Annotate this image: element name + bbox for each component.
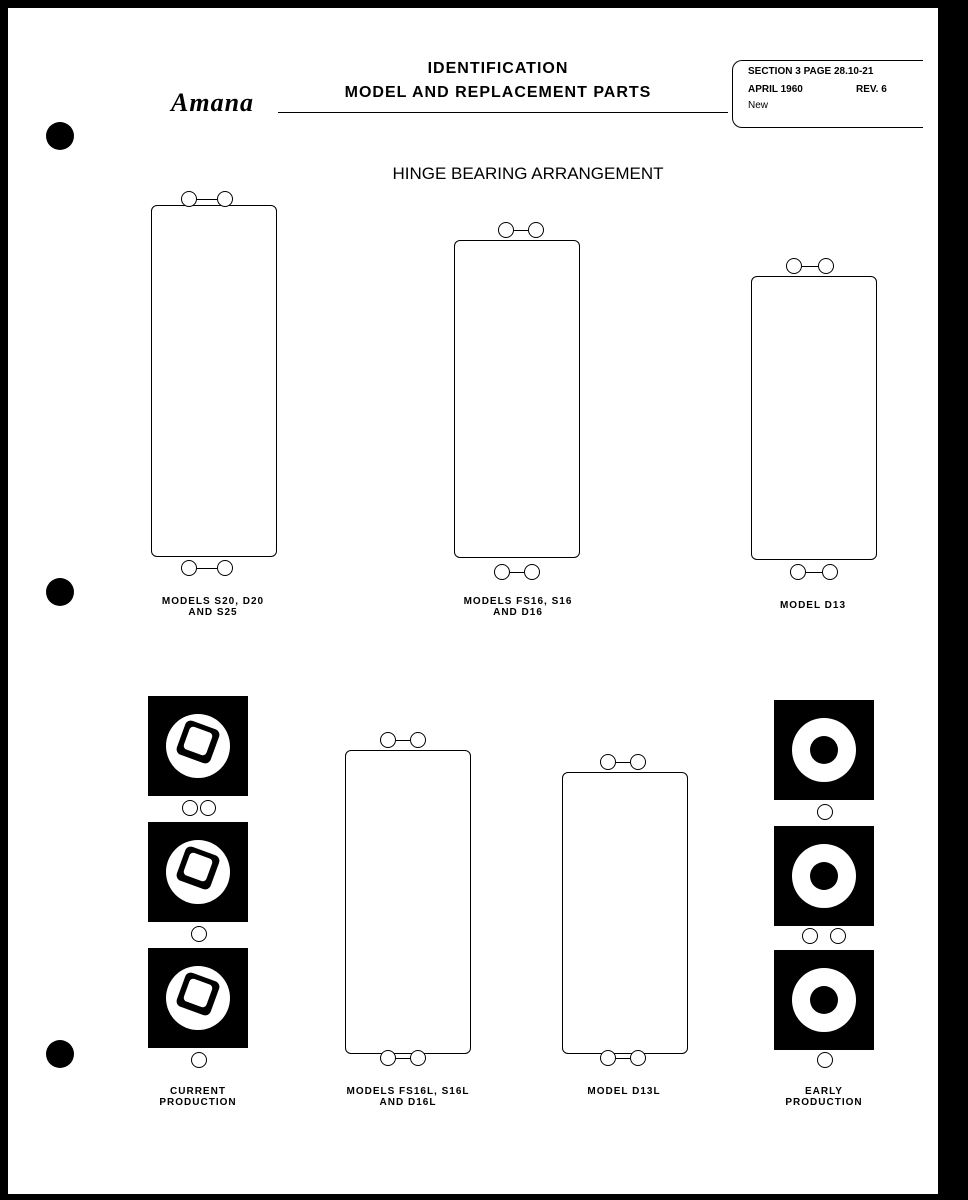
door-outline-fs16l — [345, 750, 471, 1054]
label-early-line2: PRODUCTION — [785, 1097, 863, 1108]
part-callout — [790, 564, 806, 580]
punch-hole — [46, 1040, 74, 1068]
part-callout — [600, 1050, 616, 1066]
part-callout — [181, 560, 197, 576]
part-callout — [786, 258, 802, 274]
label-current-line1: CURRENT — [170, 1086, 226, 1097]
door-outline-d13 — [751, 276, 877, 560]
header-rule — [278, 112, 728, 113]
brand-logo: Amana — [171, 88, 255, 117]
part-callout — [600, 754, 616, 770]
part-callout — [191, 926, 207, 942]
callout-leader — [510, 572, 524, 573]
hinge-bearing-photo — [774, 826, 874, 926]
header-title-line2: MODEL AND REPLACEMENT PARTS — [344, 84, 652, 101]
revision: REV. 6 — [856, 84, 887, 95]
hinge-bearing-photo — [148, 696, 248, 796]
part-callout — [802, 928, 818, 944]
label-fs16l-line2: AND D16L — [379, 1097, 437, 1108]
label-d13: MODEL D13 — [779, 600, 847, 611]
door-outline-d13l — [562, 772, 688, 1054]
part-callout — [494, 564, 510, 580]
part-callout — [818, 258, 834, 274]
part-callout — [410, 1050, 426, 1066]
section-number: SECTION 3 PAGE 28.10-21 — [748, 66, 874, 77]
label-fs16-line2: AND D16 — [493, 607, 543, 618]
part-callout — [498, 222, 514, 238]
hinge-bearing-photo — [148, 822, 248, 922]
punch-hole — [46, 578, 74, 606]
callout-leader — [806, 572, 822, 573]
part-callout — [410, 732, 426, 748]
callout-leader — [396, 740, 410, 741]
part-callout — [182, 800, 198, 816]
part-callout — [524, 564, 540, 580]
punch-hole — [46, 122, 74, 150]
part-callout — [200, 800, 216, 816]
issue-date: APRIL 1960 — [748, 84, 803, 95]
page-title: HINGE BEARING ARRANGEMENT — [392, 164, 664, 183]
part-callout — [817, 1052, 833, 1068]
label-s20-line1: MODELS S20, D20 — [161, 596, 265, 607]
part-callout — [822, 564, 838, 580]
part-callout — [528, 222, 544, 238]
hinge-bearing-photo — [774, 950, 874, 1050]
part-callout — [830, 928, 846, 944]
hinge-bearing-photo — [148, 948, 248, 1048]
label-fs16l-line1: MODELS FS16L, S16L — [346, 1086, 470, 1097]
label-fs16-line1: MODELS FS16, S16 — [463, 596, 573, 607]
part-callout — [217, 560, 233, 576]
door-outline-s20 — [151, 205, 277, 557]
part-callout — [380, 732, 396, 748]
part-callout — [191, 1052, 207, 1068]
callout-leader — [197, 199, 217, 200]
callout-leader — [616, 1058, 630, 1059]
part-callout — [217, 191, 233, 207]
callout-leader — [802, 266, 818, 267]
hinge-bearing-photo — [774, 700, 874, 800]
part-callout — [817, 804, 833, 820]
status-text: New — [748, 100, 769, 111]
part-callout — [630, 1050, 646, 1066]
callout-leader — [514, 230, 528, 231]
callout-leader — [616, 762, 630, 763]
label-early-line1: EARLY — [805, 1086, 843, 1097]
part-callout — [380, 1050, 396, 1066]
door-outline-fs16 — [454, 240, 580, 558]
document-page — [8, 8, 938, 1194]
part-callout — [181, 191, 197, 207]
label-s20-line2: AND S25 — [188, 607, 238, 618]
label-current-line2: PRODUCTION — [159, 1097, 237, 1108]
callout-leader — [197, 568, 217, 569]
header-title-line1: IDENTIFICATION — [427, 60, 569, 77]
callout-leader — [396, 1058, 410, 1059]
label-d13l: MODEL D13L — [587, 1086, 661, 1097]
part-callout — [630, 754, 646, 770]
